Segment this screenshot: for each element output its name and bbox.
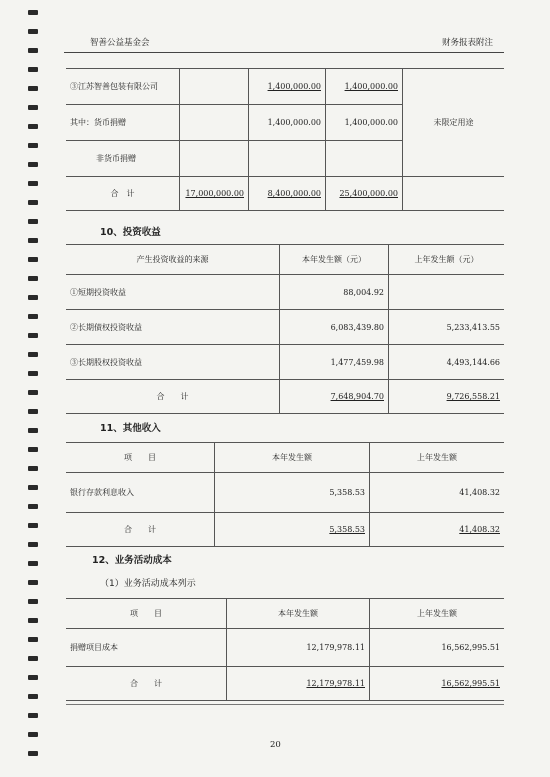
column-header: 项 目 xyxy=(66,599,227,629)
cell-value: 17,000,000.00 xyxy=(180,177,249,211)
cell-value: 1,400,000.00 xyxy=(326,69,403,105)
binding-ring xyxy=(28,219,38,224)
doc-type: 财务报表附注 xyxy=(442,38,494,48)
binding-ring xyxy=(28,257,38,262)
row-label: ①短期投资收益 xyxy=(66,275,280,310)
binding-ring xyxy=(28,333,38,338)
column-header: 产生投资收益的来源 xyxy=(66,245,280,275)
section-title: 11、其他收入 xyxy=(100,423,161,434)
section-subtitle: （1）业务活动成本列示 xyxy=(100,579,196,589)
table-row xyxy=(66,245,504,275)
cell-value: 8,400,000.00 xyxy=(249,177,326,211)
binding-ring xyxy=(28,200,38,205)
row-label: ③江苏智善包装有限公司 xyxy=(66,69,180,105)
activity-cost-table xyxy=(66,598,504,701)
cell-value: 1,400,000.00 xyxy=(249,69,326,105)
binding-ring xyxy=(28,713,38,718)
binding-ring xyxy=(28,390,38,395)
binding-ring xyxy=(28,86,38,91)
column-header: 上年发生额 xyxy=(370,443,505,473)
binding-ring xyxy=(28,618,38,623)
binding-ring xyxy=(28,428,38,433)
binding-ring xyxy=(28,637,38,642)
spiral-binding xyxy=(28,0,38,777)
cell-value: 16,562,995.51 xyxy=(370,629,505,667)
binding-ring xyxy=(28,124,38,129)
cell-value: 41,408.32 xyxy=(370,513,505,547)
binding-ring xyxy=(28,675,38,680)
cell-value: 16,562,995.51 xyxy=(370,667,505,701)
table-row xyxy=(66,629,504,667)
org-name: 智善公益基金会 xyxy=(90,38,150,48)
donation-table xyxy=(66,68,504,211)
binding-ring xyxy=(28,561,38,566)
cell-value xyxy=(249,141,326,177)
header-rule xyxy=(64,52,504,53)
row-label: ③长期股权投资收益 xyxy=(66,345,280,380)
bottom-rule xyxy=(66,704,504,705)
binding-ring xyxy=(28,352,38,357)
binding-ring xyxy=(28,580,38,585)
binding-ring xyxy=(28,542,38,547)
cell-value: 12,179,978.11 xyxy=(227,667,370,701)
usage-note: 未限定用途 xyxy=(403,69,505,177)
column-header: 上年发生额 xyxy=(370,599,505,629)
binding-ring xyxy=(28,656,38,661)
cell-value: 12,179,978.11 xyxy=(227,629,370,667)
binding-ring xyxy=(28,751,38,756)
table-row xyxy=(66,599,504,629)
table-row xyxy=(66,513,504,547)
cell-empty xyxy=(403,177,505,211)
binding-ring xyxy=(28,523,38,528)
binding-ring xyxy=(28,694,38,699)
binding-ring xyxy=(28,105,38,110)
binding-ring xyxy=(28,599,38,604)
table-row xyxy=(66,275,504,310)
cell-value: 9,726,558.21 xyxy=(389,380,505,414)
row-label: 非货币捐赠 xyxy=(66,141,180,177)
cell-value: 88,004.92 xyxy=(280,275,389,310)
binding-ring xyxy=(28,314,38,319)
cell-value: 5,358.53 xyxy=(215,473,370,513)
row-label: 合 计 xyxy=(66,380,280,414)
cell-value xyxy=(326,141,403,177)
row-label: 合 计 xyxy=(66,177,180,211)
cell-value: 7,648,904.70 xyxy=(280,380,389,414)
row-label: 银行存款利息收入 xyxy=(66,473,215,513)
binding-ring xyxy=(28,143,38,148)
binding-ring xyxy=(28,732,38,737)
cell-value: 25,400,000.00 xyxy=(326,177,403,211)
binding-ring xyxy=(28,466,38,471)
table-row xyxy=(66,310,504,345)
binding-ring xyxy=(28,409,38,414)
column-header: 本年发生额（元） xyxy=(280,245,389,275)
other-income-table xyxy=(66,442,504,547)
cell-value xyxy=(180,141,249,177)
binding-ring xyxy=(28,295,38,300)
table-row xyxy=(66,380,504,414)
section-title: 10、投资收益 xyxy=(100,227,161,238)
cell-value: 1,400,000.00 xyxy=(249,105,326,141)
binding-ring xyxy=(28,67,38,72)
binding-ring xyxy=(28,238,38,243)
investment-income-table xyxy=(66,244,504,414)
binding-ring xyxy=(28,447,38,452)
row-label: 合 计 xyxy=(66,667,227,701)
cell-value xyxy=(180,105,249,141)
cell-value xyxy=(389,275,505,310)
column-header: 上年发生额（元） xyxy=(389,245,505,275)
cell-value xyxy=(180,69,249,105)
table-row xyxy=(66,69,504,105)
binding-ring xyxy=(28,485,38,490)
binding-ring xyxy=(28,162,38,167)
column-header: 本年发生额 xyxy=(227,599,370,629)
page-number: 20 xyxy=(270,740,281,750)
row-label: ②长期债权投资收益 xyxy=(66,310,280,345)
table-row xyxy=(66,473,504,513)
cell-value: 5,358.53 xyxy=(215,513,370,547)
table-row xyxy=(66,443,504,473)
binding-ring xyxy=(28,29,38,34)
row-label: 捐赠项目成本 xyxy=(66,629,227,667)
column-header: 项 目 xyxy=(66,443,215,473)
binding-ring xyxy=(28,48,38,53)
cell-value: 5,233,413.55 xyxy=(389,310,505,345)
cell-value: 4,493,144.66 xyxy=(389,345,505,380)
binding-ring xyxy=(28,10,38,15)
cell-value: 41,408.32 xyxy=(370,473,505,513)
cell-value: 1,400,000.00 xyxy=(326,105,403,141)
binding-ring xyxy=(28,181,38,186)
cell-value: 1,477,459.98 xyxy=(280,345,389,380)
row-label: 合 计 xyxy=(66,513,215,547)
binding-ring xyxy=(28,371,38,376)
row-label: 其中：货币捐赠 xyxy=(66,105,180,141)
binding-ring xyxy=(28,504,38,509)
table-row xyxy=(66,177,504,211)
section-title: 12、业务活动成本 xyxy=(92,555,172,566)
binding-ring xyxy=(28,276,38,281)
table-row xyxy=(66,667,504,701)
cell-value: 6,083,439.80 xyxy=(280,310,389,345)
table-row xyxy=(66,345,504,380)
column-header: 本年发生额 xyxy=(215,443,370,473)
